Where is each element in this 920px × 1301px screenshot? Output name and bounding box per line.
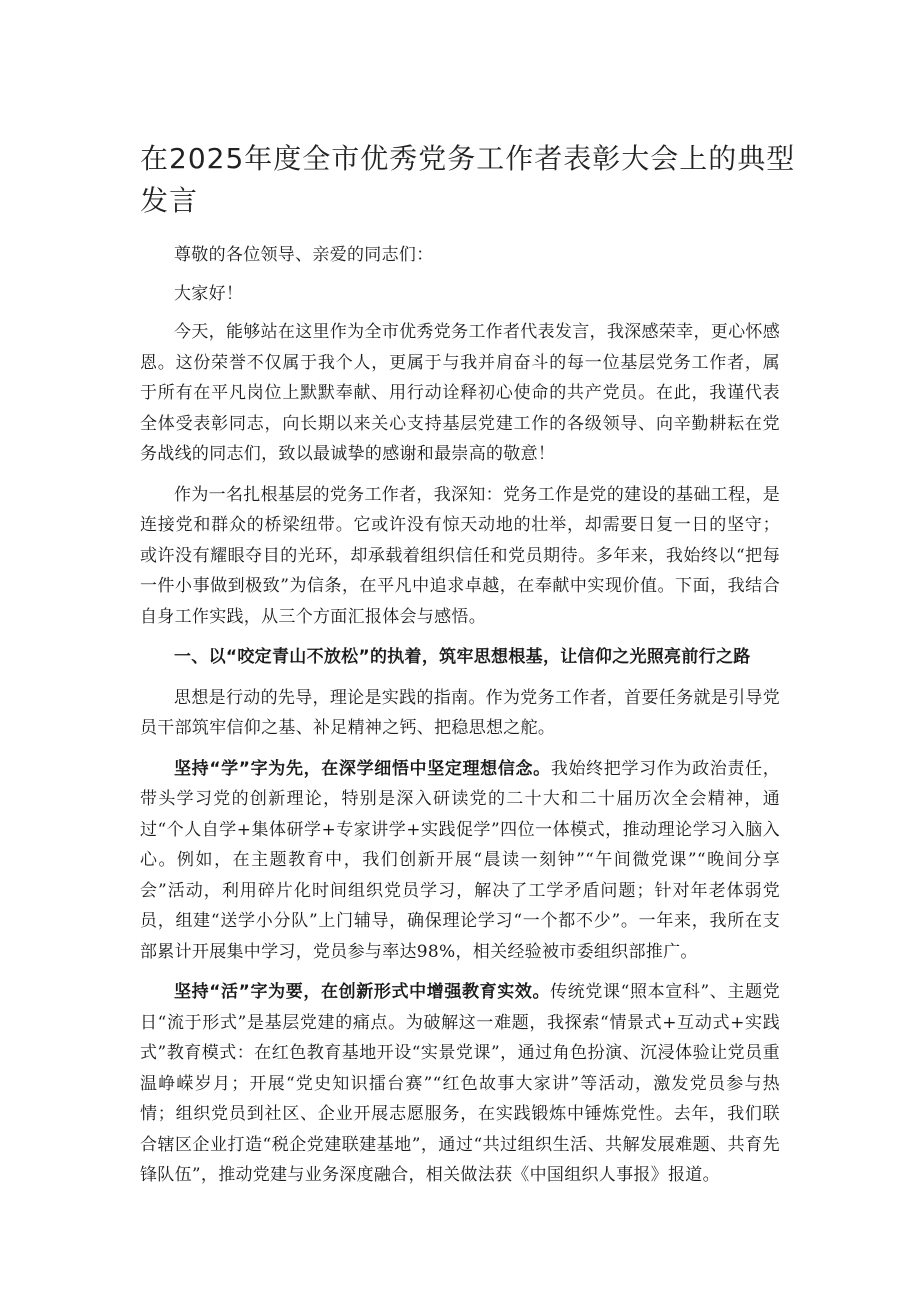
paragraph-innovation-body: 传统党课“照本宣科”、主题党日“流于形式”是基层党建的痛点。为破解这一难题，我探索“情景式+互动式+实践式”教育模式：在红色教育基地开设“实景党课”，通过角色扮演、沉浸体验让党员重温峥嵘岁月；开展“党史知识擂台赛”“红色故事大家讲”等活动，激发党员参与热情；组织党员到社区、企业开展志愿服务，在实践锻炼中锤炼党性。去年，我们联合辖区企业打造“税企党建联建基地”，通过“共过组织生活、共解发展难题、共育先锋队伍”，推动党建与业务深度融合，相关做法获《中国组织人事报》报道。 (140, 982, 780, 1185)
greeting: 大家好！ (174, 283, 244, 304)
paragraph-understanding: 作为一名扎根基层的党务工作者，我深知：党务工作是党的建设的基础工程，是连接党和群众的桥梁纽带。它或许没有惊天动地的壮举，却需要日复一日的坚守；或许没有耀眼夺目的光环，却承载着组织信任和党员期待。多年来，我始终以“把每一件小事做到极致”为信条，在平凡中追求卓越，在奉献中实现价值。下面，我结合自身工作实践，从三个方面汇报体会与感悟。 (140, 484, 780, 627)
paragraph-innovation-lead: 坚持“活”字为要，在创新形式中增强教育实效。 (174, 982, 551, 1002)
document-body (140, 240, 780, 1201)
paragraph-innovation (140, 977, 780, 1191)
section-heading-1: 一、以“咬定青山不放松”的执着，筑牢思想根基，让信仰之光照亮前行之路 (174, 647, 751, 667)
salutation: 尊敬的各位领导、亲爱的同志们： (174, 245, 434, 265)
paragraph-study-lead: 坚持“学”字为先，在深学细悟中坚定理想信念。 (174, 758, 551, 779)
paragraph-study-body: 我始终把学习作为政治责任，带头学习党的创新理论，特别是深入研读党的二十大和二十届历次全会精神，通过“个人自学+集体研学+专家讲学+实践促学”四位一体模式，推动理论学习入脑入心。例如，在主题教育中，我们创新开展“晨读一刻钟”“午间微党课”“晚间分享会”活动，利用碎片化时间组织党员学习，解决了工学矛盾问题；针对年老体弱党员，组建“送学小分队”上门辅导，确保理论学习“一个都不少”。一年来，我所在支部累计开展集中学习，党员参与率达98%，相关经验被市委组织部推广。 (140, 758, 780, 962)
paragraph-thought-guide: 思想是行动的先导，理论是实践的指南。作为党务工作者，首要任务就是引导党员干部筑牢信仰之基、补足精神之钙、把稳思想之舵。 (140, 687, 780, 738)
document-title: 在2025年度全市优秀党务工作者表彰大会上的典型发言 (140, 142, 796, 217)
paragraph-study (140, 754, 780, 968)
paragraph-opening: 今天，能够站在这里作为全市优秀党务工作者代表发言，我深感荣幸，更心怀感恩。这份荣誉不仅属于我个人，更属于与我并肩奋斗的每一位基层党务工作者，属于所有在平凡岗位上默默奉献、用行动诠释初心使命的共产党员。在此，我谨代表全体受表彰同志，向长期以来关心支持基层党建工作的各级领导、向辛勤耕耘在党务战线的同志们，致以最诚挚的感谢和最崇高的敬意！ (140, 322, 780, 464)
